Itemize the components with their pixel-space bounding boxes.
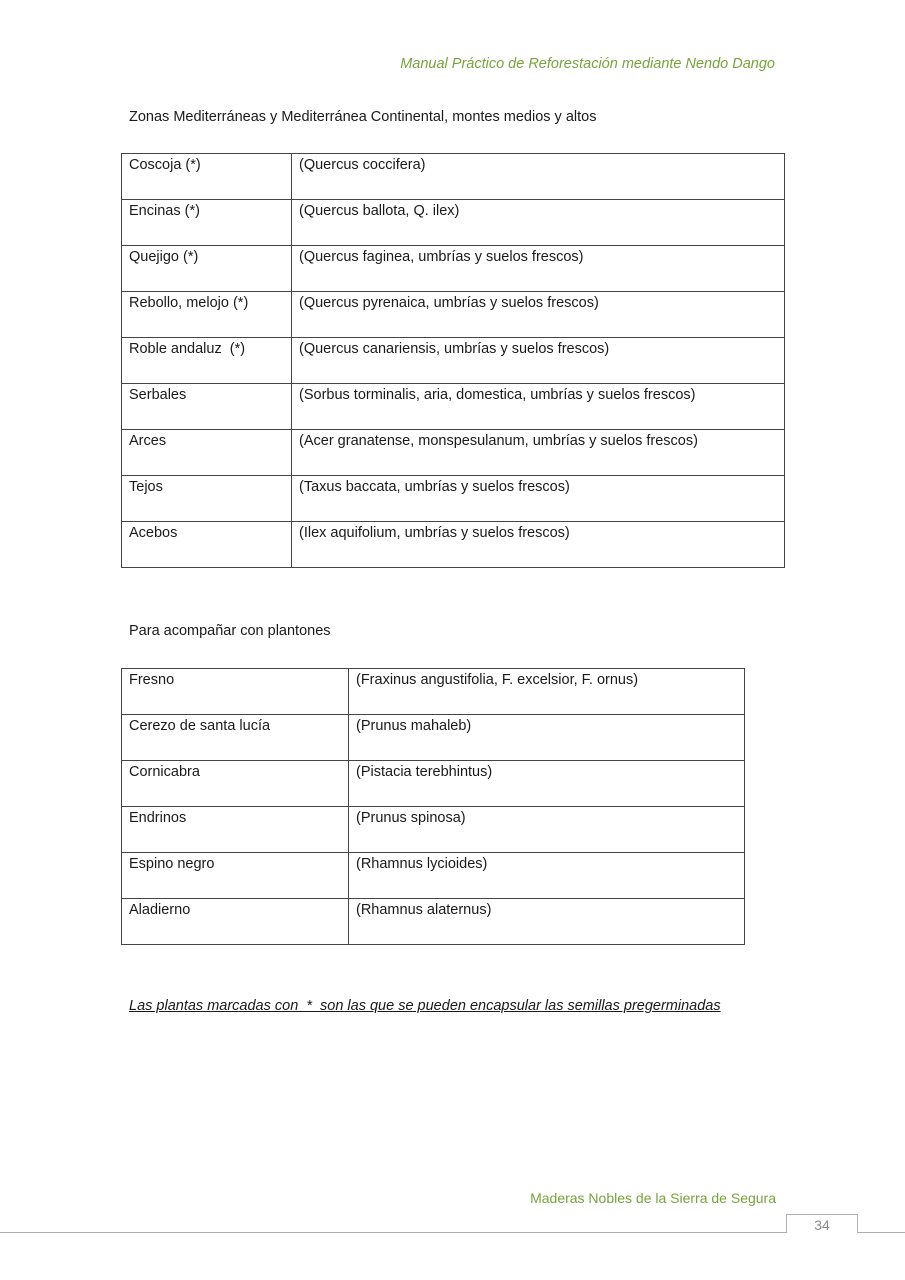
species-common-name: Aladierno [122,899,349,945]
species-scientific-name: (Rhamnus lycioides) [349,853,745,899]
species-common-name: Acebos [122,522,292,568]
species-common-name: Cerezo de santa lucía [122,715,349,761]
species-scientific-name: (Acer granatense, monspesulanum, umbrías y suelos frescos) [292,430,785,476]
table-row [122,853,745,899]
species-table-zonas [121,153,785,568]
table-row [122,715,745,761]
table-row [122,899,745,945]
species-common-name: Roble andaluz (*) [122,338,292,384]
table-row [122,807,745,853]
table-row [122,200,785,246]
species-common-name: Encinas (*) [122,200,292,246]
species-common-name: Endrinos [122,807,349,853]
species-common-name: Serbales [122,384,292,430]
section-heading-zonas: Zonas Mediterráneas y Mediterránea Continental, montes medios y altos [129,109,597,125]
species-common-name: Fresno [122,669,349,715]
species-common-name: Tejos [122,476,292,522]
species-scientific-name: (Quercus pyrenaica, umbrías y suelos frescos) [292,292,785,338]
species-common-name: Cornicabra [122,761,349,807]
species-scientific-name: (Quercus faginea, umbrías y suelos frescos) [292,246,785,292]
footnote-germination: Las plantas marcadas con * son las que se pueden encapsular las semillas pregerminadas [129,998,721,1014]
species-common-name: Arces [122,430,292,476]
species-common-name: Espino negro [122,853,349,899]
table-row [122,522,785,568]
species-scientific-name: (Ilex aquifolium, umbrías y suelos frescos) [292,522,785,568]
table-row [122,292,785,338]
species-common-name: Quejigo (*) [122,246,292,292]
species-common-name: Rebollo, melojo (*) [122,292,292,338]
table-row [122,669,745,715]
species-scientific-name: (Fraxinus angustifolia, F. excelsior, F. ornus) [349,669,745,715]
species-table-acompanar [121,668,745,945]
table-row [122,338,785,384]
table-row [122,246,785,292]
species-scientific-name: (Rhamnus alaternus) [349,899,745,945]
species-scientific-name: (Quercus ballota, Q. ilex) [292,200,785,246]
table-row [122,154,785,200]
species-scientific-name: (Quercus coccifera) [292,154,785,200]
table-row [122,430,785,476]
species-scientific-name: (Prunus spinosa) [349,807,745,853]
species-scientific-name: (Sorbus torminalis, aria, domestica, umbrías y suelos frescos) [292,384,785,430]
species-scientific-name: (Prunus mahaleb) [349,715,745,761]
species-common-name: Coscoja (*) [122,154,292,200]
species-scientific-name: (Taxus baccata, umbrías y suelos frescos) [292,476,785,522]
footer-title: Maderas Nobles de la Sierra de Segura [530,1190,776,1206]
running-header-title: Manual Práctico de Reforestación mediante Nendo Dango [400,56,775,72]
table-row [122,476,785,522]
section-heading-acompanar: Para acompañar con plantones [129,623,331,639]
page-number: 34 [786,1214,858,1233]
table-row [122,384,785,430]
table-row [122,761,745,807]
footer-divider [0,1232,905,1233]
species-scientific-name: (Quercus canariensis, umbrías y suelos frescos) [292,338,785,384]
species-scientific-name: (Pistacia terebhintus) [349,761,745,807]
